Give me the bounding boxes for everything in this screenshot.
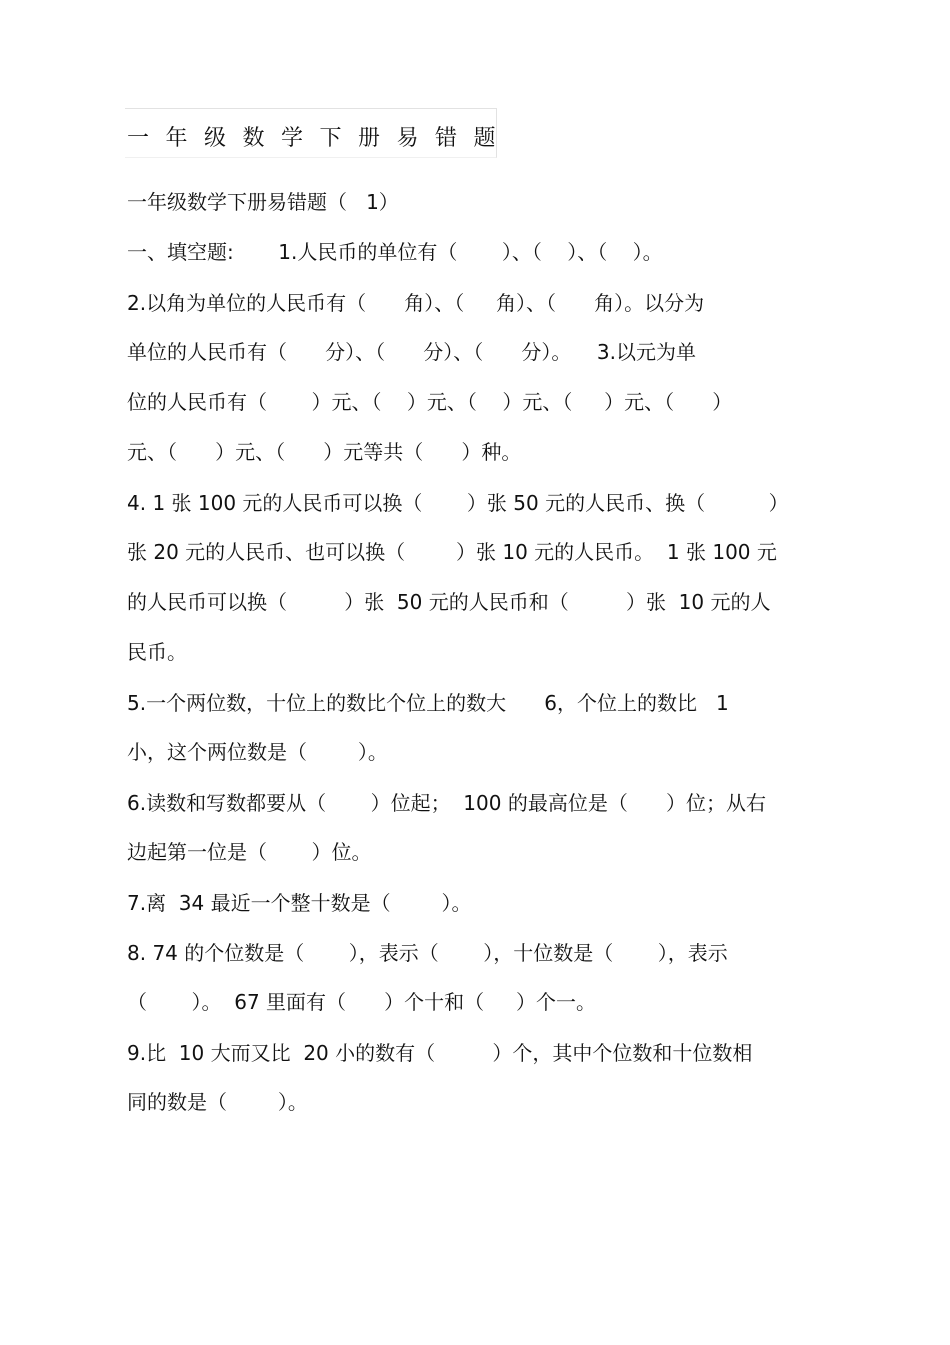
text-line: 元、（ ）元、（ ）元等共（ ）种。 [127,440,522,464]
text-line: 同的数是（ ）。 [127,1090,308,1114]
subtitle-line: 一年级数学下册易错题（ 1） [127,190,399,214]
text-line: 7.离 34 最近一个整十数是（ ）。 [127,891,472,915]
document-title: 一年级数学下册易错题 [127,126,513,151]
text-line: 一、填空题: 1.人民币的单位有（ ）、（ ）、（ ）。 [127,240,663,264]
text-line: 小，这个两位数是（ ）。 [127,740,388,764]
text-line: （ ）。 67 里面有（ ）个十和（ ）个一。 [127,990,596,1014]
text-line: 4. 1 张 100 元的人民币可以换（ ）张 50 元的人民币、换（ ） [127,491,789,515]
text-line: 张 20 元的人民币、也可以换（ ）张 10 元的人民币。 1 张 100 元 [127,540,777,564]
text-line: 5.一个两位数，十位上的数比个位上的数大 6，个位上的数比 1 [127,691,729,715]
text-line: 位的人民币有（ ）元、（ ）元、（ ）元、（ ）元、（ ） [127,390,733,414]
document-title-box [125,108,513,158]
text-line: 9.比 10 大而又比 20 小的数有（ ）个，其中个位数和十位数相 [127,1041,753,1065]
text-line: 8. 74 的个位数是（ ），表示（ ），十位数是（ ），表示 [127,941,728,965]
text-line: 单位的人民币有（ 分）、（ 分）、（ 分）。 3.以元为单 [127,340,696,364]
text-line: 的人民币可以换（ ）张 50 元的人民币和（ ）张 10 元的人 [127,590,771,614]
text-line: 2.以角为单位的人民币有（ 角）、（ 角）、（ 角）。以分为 [127,291,705,315]
text-line: 民币。 [127,640,187,664]
text-line: 边起第一位是（ ）位。 [127,840,372,864]
text-line: 6.读数和写数都要从（ ）位起； 100 的最高位是（ ）位；从右 [127,791,766,815]
